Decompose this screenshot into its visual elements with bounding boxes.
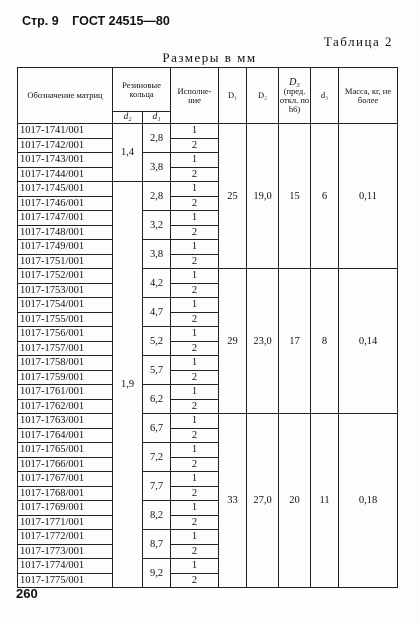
- version-cell: 1: [171, 530, 219, 545]
- d1-cell: 3,8: [143, 240, 171, 269]
- version-cell: 1: [171, 414, 219, 429]
- col-D3: [279, 68, 311, 124]
- col-designation: Обозначение матриц: [18, 68, 113, 124]
- version-cell: 2: [171, 544, 219, 559]
- version-cell: 2: [171, 254, 219, 269]
- version-cell: 2: [171, 225, 219, 240]
- col-rings: Резиновые кольца: [113, 68, 171, 112]
- d3-cell: 6: [311, 124, 339, 269]
- version-cell: 2: [171, 312, 219, 327]
- designation-cell: 1017-1741/001: [18, 124, 113, 139]
- col-d1: d₁: [143, 112, 171, 124]
- d1-cell: 7,2: [143, 443, 171, 472]
- D1-cell: 25: [219, 124, 247, 269]
- designation-cell: 1017-1756/001: [18, 327, 113, 342]
- col-D2: D₂: [247, 68, 279, 124]
- designation-cell: 1017-1746/001: [18, 196, 113, 211]
- col-d3: d₃: [311, 68, 339, 124]
- designation-cell: 1017-1764/001: [18, 428, 113, 443]
- mass-cell: 0,18: [339, 414, 398, 588]
- version-cell: 1: [171, 472, 219, 487]
- designation-cell: 1017-1775/001: [18, 573, 113, 588]
- col-d2: d₂: [113, 112, 143, 124]
- version-cell: 2: [171, 167, 219, 182]
- version-cell: 1: [171, 559, 219, 574]
- version-cell: 1: [171, 124, 219, 139]
- designation-cell: 1017-1771/001: [18, 515, 113, 530]
- designation-cell: 1017-1773/001: [18, 544, 113, 559]
- d1-cell: 3,8: [143, 153, 171, 182]
- D3-cell: 20: [279, 414, 311, 588]
- designation-cell: 1017-1753/001: [18, 283, 113, 298]
- table-row: [18, 414, 398, 429]
- D2-cell: 27,0: [247, 414, 279, 588]
- version-cell: 1: [171, 269, 219, 284]
- designation-cell: 1017-1742/001: [18, 138, 113, 153]
- designation-cell: 1017-1751/001: [18, 254, 113, 269]
- d2-cell: 1,9: [113, 182, 143, 588]
- d1-cell: 5,2: [143, 327, 171, 356]
- d1-cell: 4,2: [143, 269, 171, 298]
- d1-cell: 8,2: [143, 501, 171, 530]
- d2-cell: 1,4: [113, 124, 143, 182]
- version-cell: 2: [171, 486, 219, 501]
- version-cell: 2: [171, 283, 219, 298]
- version-cell: 1: [171, 240, 219, 255]
- version-cell: 2: [171, 515, 219, 530]
- designation-cell: 1017-1758/001: [18, 356, 113, 371]
- D2-cell: 23,0: [247, 269, 279, 414]
- d1-cell: 9,2: [143, 559, 171, 588]
- col-D3-tolerance: (пред. откл. по h6): [279, 85, 310, 114]
- table-row: [18, 269, 398, 284]
- designation-cell: 1017-1774/001: [18, 559, 113, 574]
- version-cell: 2: [171, 399, 219, 414]
- version-cell: 1: [171, 182, 219, 197]
- version-cell: 1: [171, 153, 219, 168]
- D2-cell: 19,0: [247, 124, 279, 269]
- designation-cell: 1017-1759/001: [18, 370, 113, 385]
- designation-cell: 1017-1749/001: [18, 240, 113, 255]
- page-number-label: Стр. 9: [22, 14, 59, 28]
- page-footer-number: 260: [16, 586, 38, 601]
- designation-cell: 1017-1761/001: [18, 385, 113, 400]
- d1-cell: 6,2: [143, 385, 171, 414]
- version-cell: 1: [171, 211, 219, 226]
- version-cell: 1: [171, 298, 219, 313]
- version-cell: 1: [171, 501, 219, 516]
- designation-cell: 1017-1768/001: [18, 486, 113, 501]
- col-D1: D₁: [219, 68, 247, 124]
- designation-cell: 1017-1769/001: [18, 501, 113, 516]
- table-label: Таблица 2: [323, 34, 393, 49]
- version-cell: 2: [171, 341, 219, 356]
- version-cell: 2: [171, 428, 219, 443]
- table-row: [18, 124, 398, 139]
- version-cell: 2: [171, 196, 219, 211]
- designation-cell: 1017-1752/001: [18, 269, 113, 284]
- col-mass: Масса, кг, не более: [339, 68, 398, 124]
- d1-cell: 6,7: [143, 414, 171, 443]
- D1-cell: 29: [219, 269, 247, 414]
- units-caption: Размеры в мм: [162, 50, 257, 65]
- mass-cell: 0,14: [339, 269, 398, 414]
- designation-cell: 1017-1755/001: [18, 312, 113, 327]
- designation-cell: 1017-1762/001: [18, 399, 113, 414]
- d1-cell: 4,7: [143, 298, 171, 327]
- designation-cell: 1017-1767/001: [18, 472, 113, 487]
- version-cell: 1: [171, 385, 219, 400]
- page-header: [22, 14, 180, 28]
- d1-cell: 7,7: [143, 472, 171, 501]
- d3-cell: 8: [311, 269, 339, 414]
- dimensions-table: [17, 67, 398, 588]
- designation-cell: 1017-1743/001: [18, 153, 113, 168]
- designation-cell: 1017-1747/001: [18, 211, 113, 226]
- table-body: [18, 124, 398, 588]
- designation-cell: 1017-1744/001: [18, 167, 113, 182]
- standard-code: ГОСТ 24515—80: [72, 14, 170, 28]
- designation-cell: 1017-1748/001: [18, 225, 113, 240]
- D3-cell: 15: [279, 124, 311, 269]
- d1-cell: 5,7: [143, 356, 171, 385]
- version-cell: 1: [171, 327, 219, 342]
- mass-cell: 0,11: [339, 124, 398, 269]
- d1-cell: 8,7: [143, 530, 171, 559]
- designation-cell: 1017-1766/001: [18, 457, 113, 472]
- designation-cell: 1017-1745/001: [18, 182, 113, 197]
- d3-cell: 11: [311, 414, 339, 588]
- col-D3-label: D₃: [289, 76, 300, 88]
- D3-cell: 17: [279, 269, 311, 414]
- version-cell: 2: [171, 138, 219, 153]
- d1-cell: 2,8: [143, 182, 171, 211]
- version-cell: 1: [171, 443, 219, 458]
- d1-cell: 2,8: [143, 124, 171, 153]
- designation-cell: 1017-1763/001: [18, 414, 113, 429]
- D1-cell: 33: [219, 414, 247, 588]
- d1-cell: 3,2: [143, 211, 171, 240]
- col-version: Исполне- ние: [171, 68, 219, 124]
- version-cell: 2: [171, 457, 219, 472]
- designation-cell: 1017-1772/001: [18, 530, 113, 545]
- version-cell: 2: [171, 573, 219, 588]
- version-cell: 2: [171, 370, 219, 385]
- designation-cell: 1017-1754/001: [18, 298, 113, 313]
- version-cell: 1: [171, 356, 219, 371]
- designation-cell: 1017-1757/001: [18, 341, 113, 356]
- designation-cell: 1017-1765/001: [18, 443, 113, 458]
